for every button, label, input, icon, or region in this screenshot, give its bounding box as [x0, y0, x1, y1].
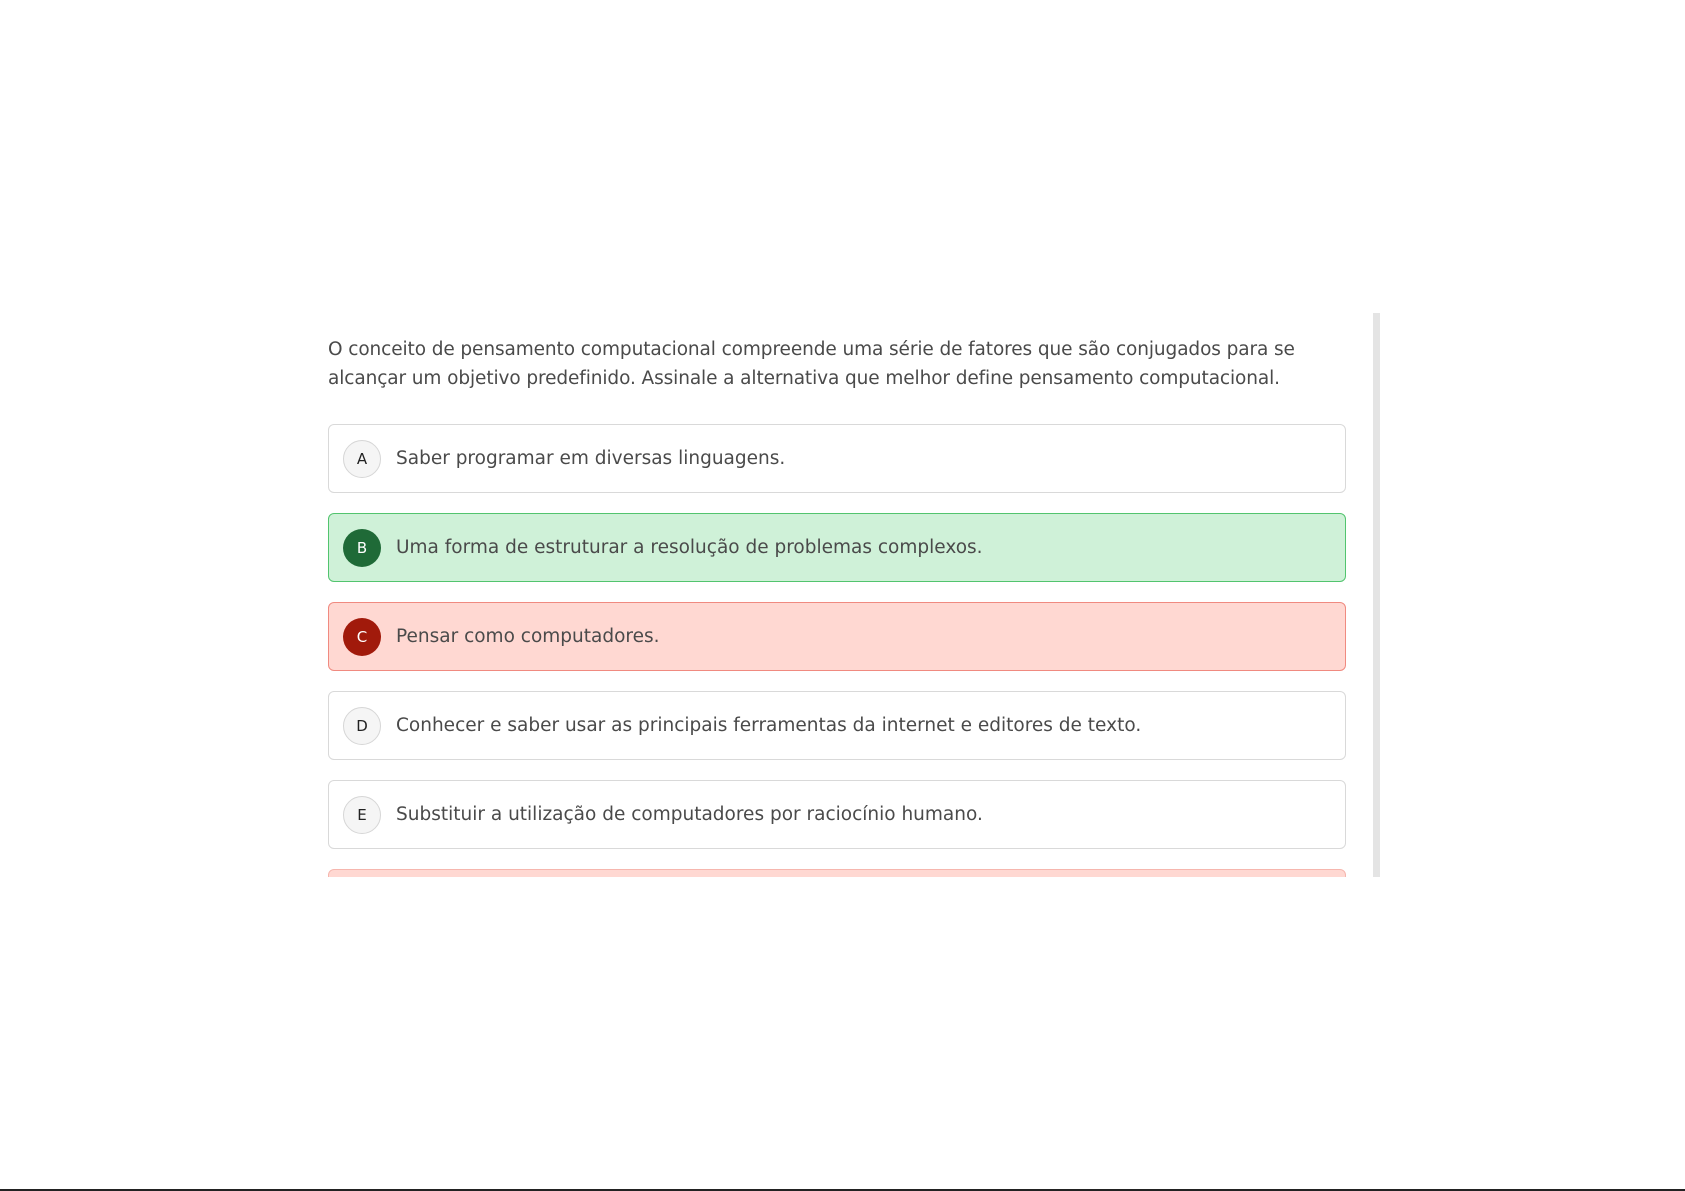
option-text: Saber programar em diversas linguagens. [396, 448, 786, 469]
question-content [328, 313, 1346, 877]
option-letter-badge: B [343, 529, 381, 567]
question-text: O conceito de pensamento computacional compreende uma série de fatores que são conjugados para se alcançar um objetivo predefinido. Assinale a alternativa que melhor define pensamento computacional. [328, 339, 1295, 389]
option-b-correct[interactable] [328, 513, 1346, 582]
option-c-incorrect[interactable] [328, 602, 1346, 671]
question-panel [310, 313, 1380, 877]
option-letter-badge: A [343, 440, 381, 478]
option-letter-badge: C [343, 618, 381, 656]
answer-options [328, 424, 1346, 877]
option-text: Conhecer e saber usar as principais ferramentas da internet e editores de texto. [396, 715, 1142, 736]
scrollbar[interactable] [1373, 313, 1380, 877]
option-letter-badge: E [343, 796, 381, 834]
option-text: Uma forma de estruturar a resolução de problemas complexos. [396, 537, 983, 558]
option-letter-badge: D [343, 707, 381, 745]
feedback-box-partial [328, 869, 1346, 877]
option-e[interactable] [328, 780, 1346, 849]
option-text: Pensar como computadores. [396, 626, 660, 647]
option-a[interactable] [328, 424, 1346, 493]
option-d[interactable] [328, 691, 1346, 760]
option-text: Substituir a utilização de computadores por raciocínio humano. [396, 804, 983, 825]
